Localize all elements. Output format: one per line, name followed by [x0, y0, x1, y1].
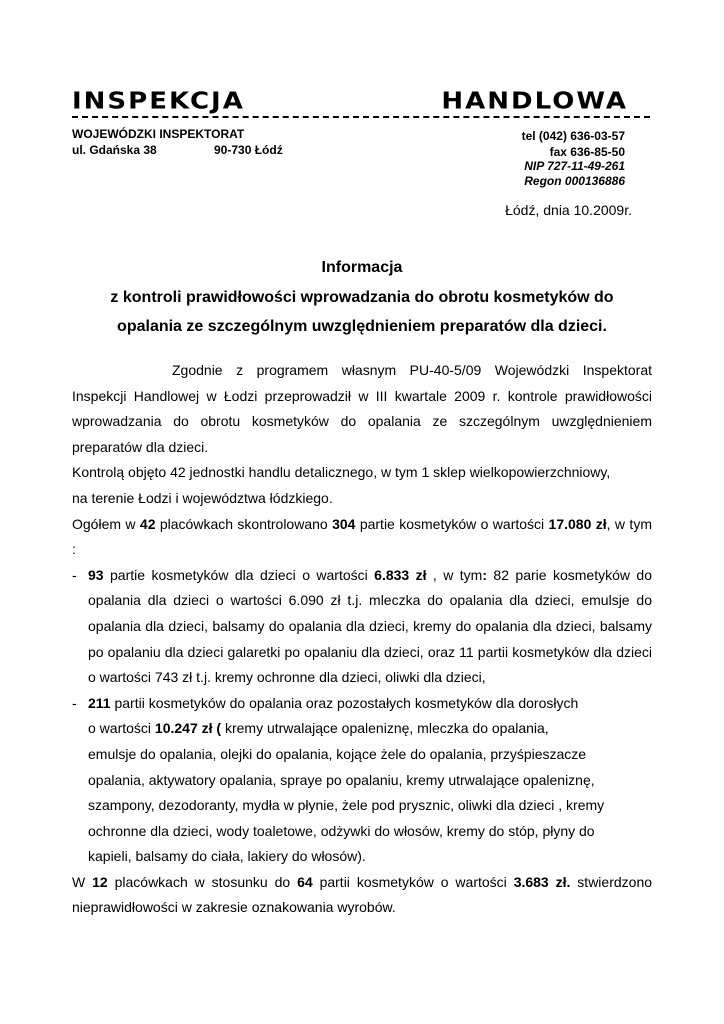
paragraph-scope-line2: na terenie Łodzi i województwa łódzkiego. — [72, 489, 333, 506]
office-regon: Regon 000136886 — [524, 174, 625, 188]
list-dash: - — [72, 694, 77, 711]
office-tel: tel (042) 636-03-57 — [521, 129, 625, 143]
document-title: Informacja — [321, 259, 403, 276]
office-street: ul. Gdańska 38 — [72, 143, 157, 157]
list-item-adult-cosmetics: - 211 partii kosmetyków do opalania oraz pozostałych kosmetyków dla dorosłych o wartości 10.247 zł ( kremy utrwalające opaleniznę, mleczka do opalania, emulsje do opalania, olejki do opalania, kojące żele do opalania, przyśpieszacze opalania, aktywatory opalania, spraye po opalaniu, kremy utrwalające opaleniznę, szampony, dezodoranty, mydła w płynie, żele pod prysznic, oliwki dla dzieci , kremy ochronne dla dzieci, wody toaletowe, odżywki do włosów, kremy do stóp, płyny do kapieli, balsamy do ciała, lakiery do włosów). — [72, 691, 652, 870]
logo-word-handlowa: HANDLOWA — [441, 88, 628, 115]
document-subtitle-line2: opalania ze szczególnym uwzględnieniem preparatów dla dzieci. — [117, 318, 607, 335]
logo-word-inspekcja: INSPEKCJA — [72, 88, 245, 115]
paragraph-irregularities: W 12 placówkach w stosunku do 64 partii kosmetyków o wartości 3.683 zł. stwierdzono nieprawidłowości w zakresie oznakowania wyrobów. — [72, 873, 653, 916]
document-date: Łódź, dnia 10.2009r. — [505, 202, 632, 218]
letterhead-divider — [72, 116, 650, 118]
document-subtitle-line1: z kontroli prawidłowości wprowadzania do obrotu kosmetyków do — [110, 289, 614, 306]
letterhead-logo — [72, 88, 628, 115]
office-fax: fax 636-85-50 — [549, 145, 625, 159]
list-dash: - — [72, 566, 77, 583]
list-item-children-cosmetics: - 93 partie kosmetyków dla dzieci o wartości 6.833 zł , w tym: 82 parie kosmetyków do opalania dla dzieci o wartości 6.090 zł t.j. mleczka do opalania dla dzieci, emulsje do opalania dla dzieci, balsamy do opalania dla dzieci, kremy do opalania dla dzieci, balsamy po opalaniu dla dzieci galaretki po opalaniu dla dzieci, oraz 11 partii kosmetyków dla dzieci o wartości 743 zł t.j. kremy ochronne dla dzieci, oliwki dla dzieci, — [72, 563, 652, 691]
document-body — [72, 358, 652, 921]
paragraph-program: Zgodnie z programem własnym PU-40-5/09 Wojewódzki Inspektorat Inspekcji Handlowej w Łodzi przeprowadził w III kwartale 2009 r. kontrole prawidłowości wprowadzania do obrotu kosmetyków do opalania ze szczególnym uwzględnieniem preparatów dla dzieci. — [72, 362, 652, 455]
office-name: WOJEWÓDZKI INSPEKTORAT — [72, 127, 245, 141]
paragraph-scope-line1: Kontrolą objęto 42 jednostki handlu detalicznego, w tym 1 sklep wielkopowierzchniowy, — [72, 464, 611, 481]
office-postal-city: 90-730 Łódź — [214, 143, 283, 157]
office-nip: NIP 727-11-49-261 — [524, 159, 625, 173]
paragraph-totals: Ogółem w 42 placówkach skontrolowano 304 partie kosmetyków o wartości 17.080 zł, w tym : — [72, 515, 652, 558]
